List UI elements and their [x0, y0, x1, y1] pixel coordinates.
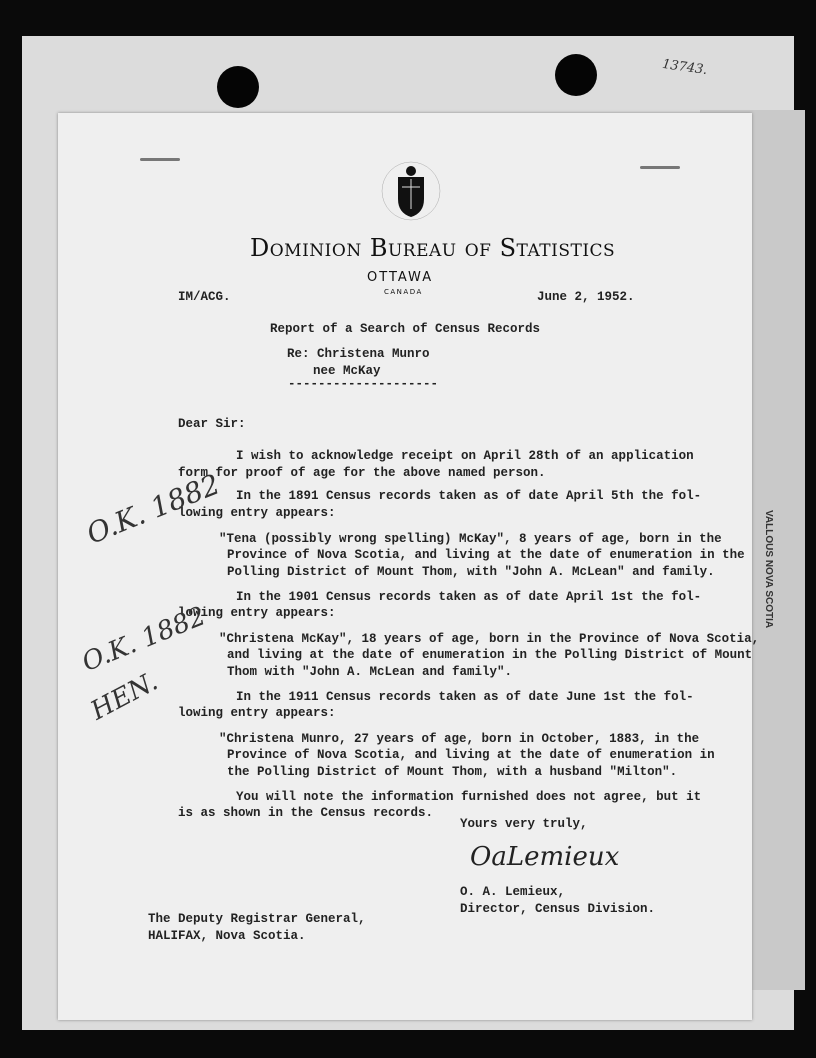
- organization-name: Dominion Bureau of Statistics: [250, 234, 616, 262]
- body-line: Province of Nova Scotia, and living at the date of enumeration in: [227, 748, 715, 762]
- body-line: Polling District of Mount Thom, with "John A. McLean" and family.: [227, 565, 715, 579]
- body-line: form for proof of age for the above named person.: [178, 466, 546, 480]
- body-line: "Christena Munro, 27 years of age, born in October, 1883, in the: [219, 732, 700, 746]
- file-number: 13743.: [661, 56, 709, 79]
- re-rule: --------------------: [288, 377, 439, 391]
- body-line: I wish to acknowledge receipt on April 28th of an application: [236, 449, 694, 463]
- signature: OaLemieux: [470, 842, 620, 872]
- closing: Yours very truly,: [460, 817, 588, 831]
- body-line: In the 1901 Census records taken as of date April 1st the fol-: [236, 590, 702, 604]
- re-line: nee McKay: [313, 364, 381, 378]
- punch-hole: [555, 54, 597, 96]
- signer-title: Director, Census Division.: [460, 902, 656, 916]
- back-side-text: VALLOUS NOVA SCOTIA: [763, 510, 774, 629]
- staple: [640, 166, 680, 169]
- body-line: Province of Nova Scotia, and living at the date of enumeration in the: [227, 548, 745, 562]
- margin-note: O.K. 1882: [82, 467, 225, 551]
- body-line: is as shown in the Census records.: [178, 806, 434, 820]
- punch-hole: [217, 66, 259, 108]
- body-line: lowing entry appears:: [178, 606, 336, 620]
- staple: [140, 158, 180, 161]
- body-line: In the 1891 Census records taken as of date April 5th the fol-: [236, 489, 702, 503]
- signer-name: O. A. Lemieux,: [460, 885, 566, 899]
- department-seal: [380, 157, 442, 229]
- reference-code: IM/ACG.: [178, 290, 231, 304]
- body-line: and living at the date of enumeration in the Polling District of Mount: [227, 648, 753, 662]
- letter-date: June 2, 1952.: [537, 290, 635, 304]
- recipient-line: HALIFAX, Nova Scotia.: [148, 929, 306, 943]
- margin-note: O.K. 1882: [78, 601, 210, 678]
- body-line: lowing entry appears:: [178, 506, 336, 520]
- salutation: Dear Sir:: [178, 417, 246, 431]
- re-line: Re: Christena Munro: [287, 347, 430, 361]
- letterhead-city: OTTAWA: [367, 270, 434, 285]
- body-line: Thom with "John A. McLean and family".: [227, 665, 513, 679]
- body-line: lowing entry appears:: [178, 706, 336, 720]
- recipient-line: The Deputy Registrar General,: [148, 912, 366, 926]
- body-line: "Tena (possibly wrong spelling) McKay", 8 years of age, born in the: [219, 532, 722, 546]
- body-line: "Christena McKay", 18 years of age, born in the Province of Nova Scotia,: [219, 632, 760, 646]
- body-line: You will note the information furnished does not agree, but it: [236, 790, 702, 804]
- margin-initials: HEN.: [86, 666, 163, 727]
- body-line: In the 1911 Census records taken as of date June 1st the fol-: [236, 690, 694, 704]
- body-line: the Polling District of Mount Thom, with a husband "Milton".: [227, 765, 678, 779]
- report-title: Report of a Search of Census Records: [270, 322, 541, 336]
- letterhead-country: CANADA: [384, 288, 423, 296]
